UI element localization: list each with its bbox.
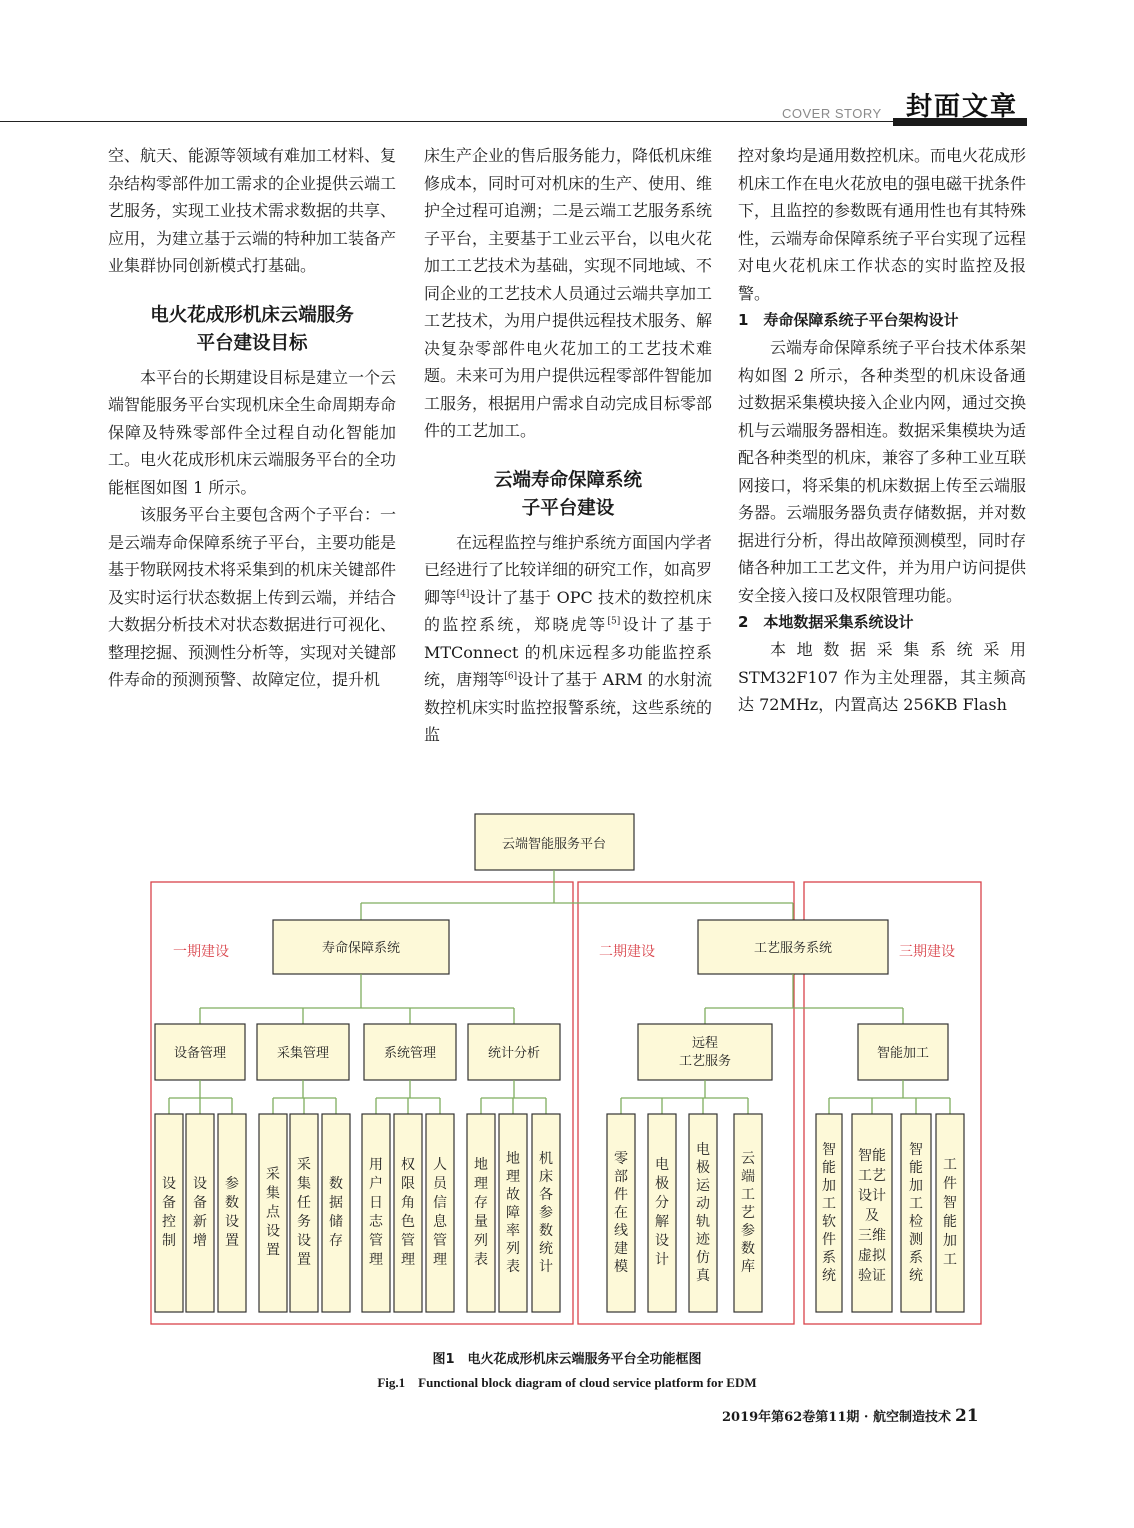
text-column-3 [738, 142, 1026, 719]
sub-system-label: 采集管理 [276, 1046, 330, 1061]
sub-system-label: 统计分析 [487, 1046, 541, 1061]
smart-leaf-label: 智能加工检测系统 [909, 1142, 923, 1284]
paragraph-text: 设计了基于 MTConnect 的机床远程多功能监控系统，唐翔等 [424, 615, 712, 689]
sub-system-label: 设备管理 [173, 1046, 227, 1061]
collect-leaf-label: 采集任务设置 [297, 1157, 311, 1268]
device-leaf-box [186, 1114, 214, 1312]
heading-line: 子平台建设 [521, 497, 615, 519]
subsection-heading: 2 本地数据采集系统设计 [738, 613, 914, 631]
remote-box [638, 1024, 772, 1080]
paragraph [424, 529, 712, 749]
stats-leaf-box [467, 1114, 495, 1312]
root-label: 云端智能服务平台 [501, 837, 607, 852]
paragraph: 云端寿命保障系统子平台技术体系架构如图 2 所示，各种类型的机床设备通过数据采集模块接入企业内网，通过交换机与云端服务器相连。数据采集模块为适配各种类型的机床，兼容了多种工业互联网接口，将采集的机床数据上传至云端服务器。云端服务器负责存储数据，并对数据进行分析，得出故障预测模型，同时存储各种加工工艺文件，并为用户访问提供安全接入接口及权限管理功能。 [738, 338, 1027, 605]
paragraph: 本地数据采集系统采用 STM32F107 作为主处理器，其主频高达 72MHz，内置高达 256KB Flash [738, 640, 1026, 714]
device-leaf-label: 设备控制 [162, 1176, 176, 1249]
page-footer [722, 1406, 979, 1426]
device-leaf-label: 参数设置 [225, 1176, 239, 1249]
device-leaf-box [155, 1114, 183, 1312]
phase-label-3: 三期建设 [899, 944, 955, 960]
paragraph: 控对象均是通用数控机床。而电火花成形机床工作在电火花放电的强电磁干扰条件下，且监控的参数既有通用性也有其特殊性，云端寿命保障系统子平台实现了远程对电火花机床工作状态的实时监控及报警。 [738, 146, 1027, 303]
section-heading [108, 302, 396, 358]
remote-label-line: 工艺服务 [678, 1054, 732, 1069]
heading-line: 平台建设目标 [196, 332, 308, 354]
smart-leaf-box [936, 1114, 964, 1312]
text-column-1 [108, 142, 396, 694]
remote-leaf-label: 电极分解设计 [655, 1157, 669, 1268]
journal-issue: 2019年第62卷第11期 · 航空制造技术 [722, 1410, 951, 1425]
text-column-2 [424, 142, 712, 749]
block-diagram [140, 808, 990, 1328]
system-leaf-box [362, 1114, 390, 1312]
paragraph: 该服务平台主要包含两个子平台：一是云端寿命保障系统子平台，主要功能是基于物联网技术将采集到的机床关键部件及实时运行状态数据上传到云端，并结合大数据分析技术对状态数据进行可视化、整理挖掘、预测性分析等，实现对关键部件寿命的预测预警、故障定位，提升机 [108, 505, 397, 689]
collect-leaf-label: 数据储存 [329, 1176, 343, 1249]
figure-caption-en: Fig.1 Functional block diagram of cloud service platform for EDM [377, 1375, 757, 1390]
system-leaf-box [426, 1114, 454, 1312]
remote-leaf-box [648, 1114, 676, 1312]
smart-leaf-label: 智能加工软件系统 [822, 1142, 836, 1284]
section-heading [424, 467, 712, 523]
phase-label-1: 一期建设 [173, 944, 229, 960]
stats-leaf-label: 机床各参数统计 [539, 1151, 553, 1275]
system-leaf-box [394, 1114, 422, 1312]
page-number: 21 [954, 1406, 979, 1426]
paragraph: 床生产企业的售后服务能力，降低机床维修成本，同时可对机床的生产、使用、维护全过程可追溯；二是云端工艺服务系统子平台，主要基于工业云平台，以电火花加工工艺技术为基础，实现不同地域、不同企业的工艺技术人员通过云端共享加工工艺技术，为用户提供远程技术服务、解决复杂零部件电火花加工的工艺技术难题。未来可为用户提供远程零部件智能加工服务，根据用户需求自动完成目标零部件的工艺加工。 [424, 146, 713, 440]
collect-leaf-box [322, 1114, 350, 1312]
paragraph-text: 在远程监控与维护系统方面国内学者已经进行了比较详细的研究工作，如高罗卿等 [424, 532, 713, 607]
collect-leaf-box [290, 1114, 318, 1312]
paragraph: 本平台的长期建设目标是建立一个云端智能服务平台实现机床全生命周期寿命保障及特殊零部件全过程自动化智能加工。电火花成形机床云端服务平台的全功能框图如图 1 所示。 [108, 367, 397, 497]
system-leaf-label: 权限角色管理 [401, 1157, 415, 1268]
remote-leaf-label: 电极运动轨迹仿真 [696, 1142, 710, 1284]
life-system-label: 寿命保障系统 [321, 941, 401, 956]
smart-leaf-label: 工件智能加工 [943, 1157, 957, 1268]
phase-label-2: 二期建设 [599, 944, 655, 960]
figure-caption-cn: 图1 电火花成形机床云端服务平台全功能框图 [432, 1352, 702, 1367]
sub-system-label: 系统管理 [383, 1046, 437, 1061]
stats-leaf-label: 地理存量列表 [474, 1157, 488, 1268]
paragraph-text: 设计了基于 OPC 技术的数控机床的监控系统，郑晓虎等 [424, 587, 712, 634]
paragraph-text: 设计了基于 ARM 的水射流数控机床实时监控报警系统，这些系统的监 [424, 670, 713, 744]
section-label-en: COVER STORY [782, 106, 882, 121]
remote-leaf-label: 零部件在线建模 [614, 1151, 628, 1275]
collect-leaf-label: 采集点设置 [266, 1166, 280, 1259]
citation: [6] [504, 671, 518, 682]
remote-leaf-label: 云端工艺参数库 [741, 1151, 755, 1275]
header-rule [0, 121, 1026, 122]
citation: [4] [456, 589, 470, 600]
heading-line: 电火花成形机床云端服务 [150, 304, 354, 326]
paragraph: 空、航天、能源等领域有难加工材料、复杂结构零部件加工需求的企业提供云端工艺服务，实现工业技术需求数据的共享、应用，为建立基于云端的特种加工装备产业集群协同创新模式打基础。 [108, 146, 397, 275]
remote-label-line: 远程 [691, 1036, 719, 1051]
device-leaf-label: 设备新增 [193, 1176, 207, 1249]
device-leaf-box [218, 1114, 246, 1312]
citation: [5] [607, 616, 621, 627]
system-leaf-label: 用户日志管理 [369, 1157, 383, 1268]
stats-leaf-label: 地理故障率列表 [506, 1151, 520, 1275]
smart-label: 智能加工 [876, 1046, 930, 1061]
smart-leaf-label: 智能工艺设计及三维虚拟验证 [858, 1148, 886, 1284]
heading-line: 云端寿命保障系统 [493, 469, 642, 491]
craft-system-label: 工艺服务系统 [753, 941, 833, 956]
section-label-cn: 封面文章 [906, 92, 1019, 122]
subsection-heading: 1 寿命保障系统子平台架构设计 [738, 311, 959, 329]
system-leaf-label: 人员信息管理 [433, 1157, 447, 1268]
